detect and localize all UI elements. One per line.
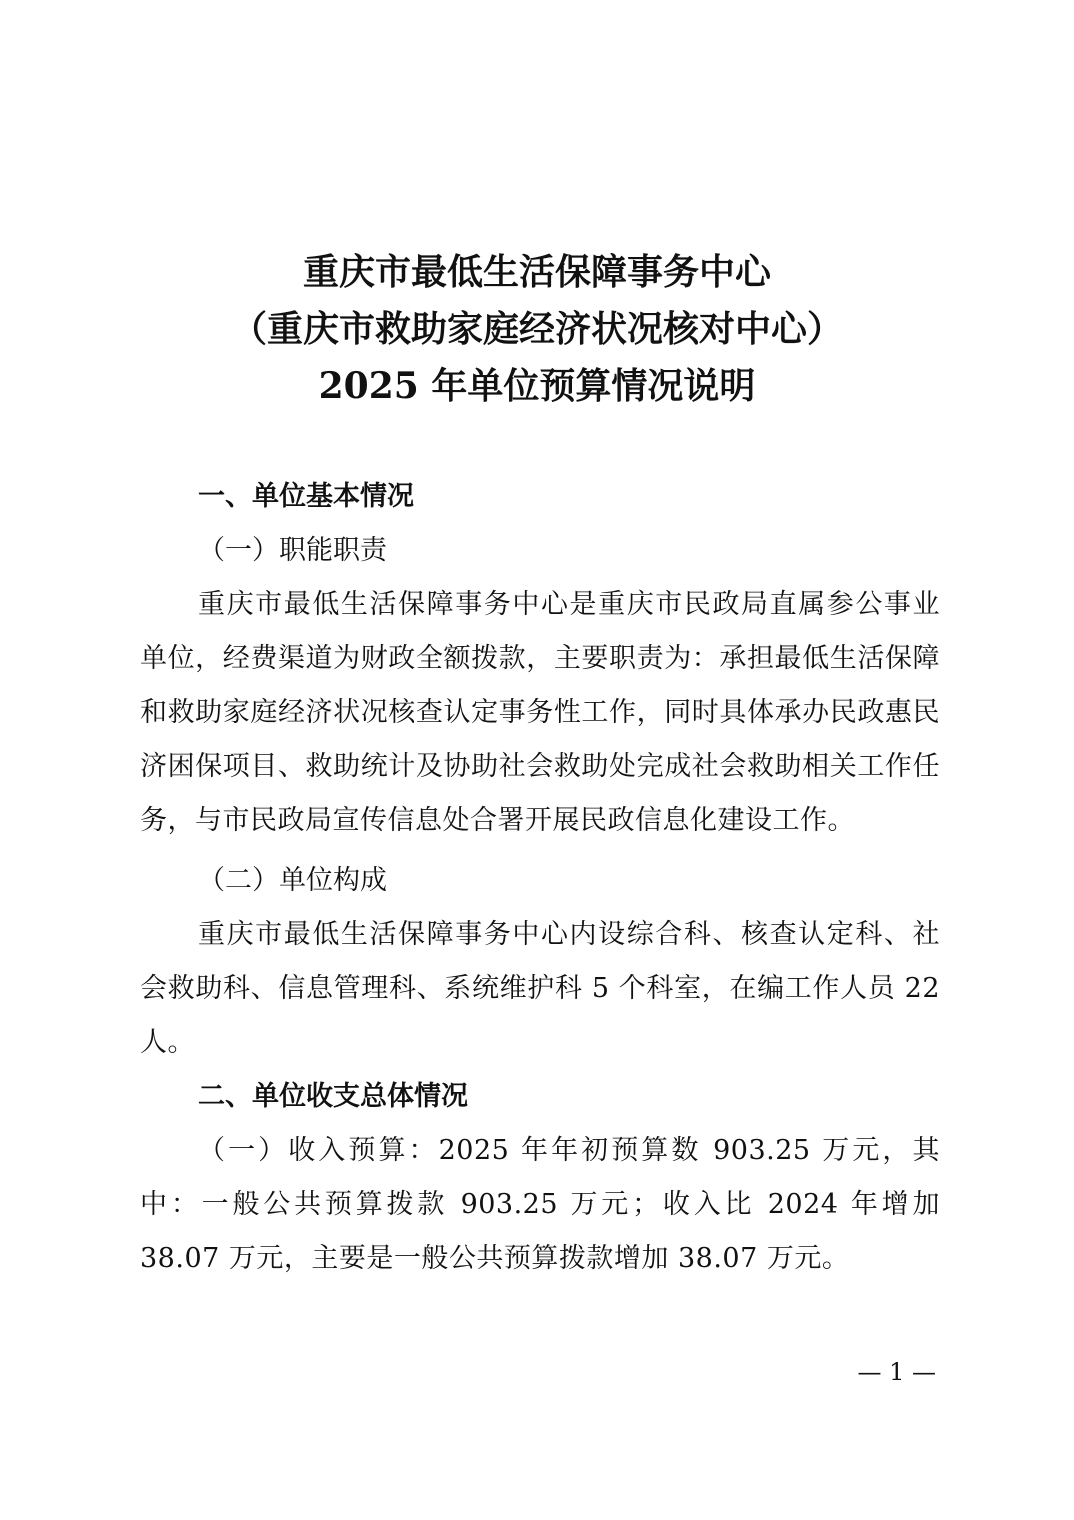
title-line-1: 重庆市最低生活保障事务中心 [302,251,771,293]
title-line-2: （重庆市救助家庭经济状况核对中心） [230,308,843,350]
section-1-heading: 一、单位基本情况 [198,481,414,512]
section-1-1-paragraph: 重庆市最低生活保障事务中心是重庆市民政局直属参公事业单位，经费渠道为财政全额拨款，主要职责为：承担最低生活保障和救助家庭经济状况核查认定事务性工作，同时具体承办民政惠民济困保项目、救助统计及协助社会救助处完成社会救助相关工作任务，与市民政局宣传信息处合署开展民政信息化建设工作。 [140,589,940,836]
section-2-heading: 二、单位收支总体情况 [198,1081,468,1112]
document-body [140,470,940,1286]
page-number: — 1 — [857,1358,936,1386]
section-1-2-paragraph: 重庆市最低生活保障事务中心内设综合科、核查认定科、社会救助科、信息管理科、系统维护科 5 个科室，在编工作人员 22 人。 [140,919,940,1058]
section-2-paragraph: （一）收入预算：2025 年年初预算数 903.25 万元，其中：一般公共预算拨款 903.25 万元；收入比 2024 年增加 38.07 万元，主要是一般公共预算拨款增加 38.07 万元。 [140,1135,940,1274]
section-1-1-subheading: （一）职能职责 [198,535,387,566]
document-title [0,244,1074,415]
title-line-3: 2025 年单位预算情况说明 [318,365,756,407]
section-1-2-subheading: （二）单位构成 [198,865,387,896]
